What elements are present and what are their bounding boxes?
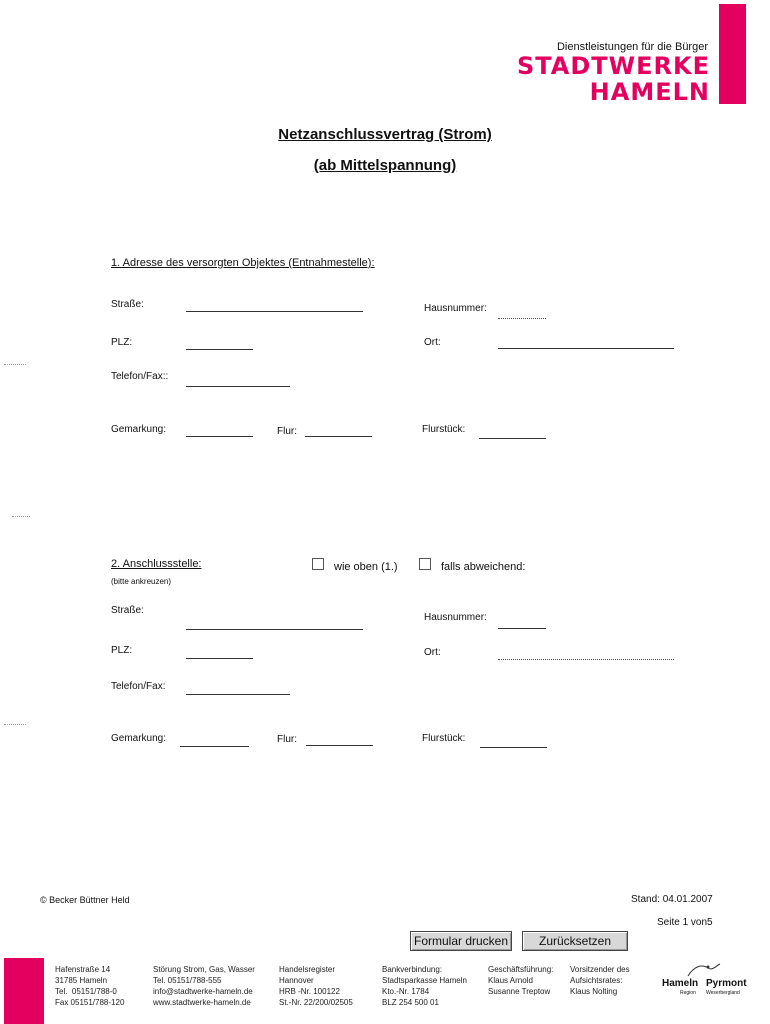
reset-form-button[interactable]: Zurücksetzen	[522, 931, 628, 951]
logo-region-text: Region	[680, 990, 696, 996]
s1-plz-label: PLZ:	[111, 337, 133, 348]
option-falls-abweichend-label: falls abweichend:	[441, 561, 526, 573]
margin-mark	[12, 516, 30, 517]
page-number: Seite 1 von5	[657, 917, 713, 928]
brand-logo-line1: STADTWERKE	[517, 52, 710, 80]
s2-hausnummer-label: Hausnummer:	[424, 612, 487, 623]
s1-hausnummer-label: Hausnummer:	[424, 303, 487, 314]
s1-flurstueck-field[interactable]	[479, 438, 546, 439]
section1-heading: 1. Adresse des versorgten Objektes (Entnahmestelle):	[111, 257, 375, 269]
logo-weserbergland-text: Weserbergland	[706, 990, 740, 996]
brand-logo-line2: HAMELN	[589, 78, 710, 106]
footer-management: Geschäftsführung: Klaus Arnold Susanne Treptow	[488, 965, 554, 996]
print-form-button[interactable]: Formular drucken	[410, 931, 512, 951]
s2-flurstueck-label: Flurstück:	[422, 733, 466, 744]
checkbox-wie-oben[interactable]	[312, 558, 324, 570]
s2-telefon-label: Telefon/Fax:	[111, 681, 166, 692]
hameln-pyrmont-logo	[660, 962, 752, 998]
stand-date: Stand: 04.01.2007	[631, 894, 713, 905]
document-title: Netzanschlussvertrag (Strom)	[278, 126, 492, 143]
s1-gemarkung-label: Gemarkung:	[111, 424, 167, 435]
s2-ort-label: Ort:	[424, 647, 441, 658]
s1-telefon-label: Telefon/Fax::	[111, 371, 169, 382]
section2-hint: (bitte ankreuzen)	[111, 577, 172, 586]
copyright-text: © Becker Büttner Held	[40, 895, 130, 905]
logo-hameln-text: Hameln	[662, 978, 699, 989]
s1-telefon-field[interactable]	[186, 386, 290, 387]
pied-piper-icon	[684, 962, 724, 978]
document-subtitle: (ab Mittelspannung)	[313, 157, 457, 174]
margin-mark	[4, 364, 26, 365]
s2-telefon-field[interactable]	[186, 694, 290, 695]
s1-strasse-label: Straße:	[111, 299, 144, 310]
s1-flur-field[interactable]	[305, 436, 372, 437]
s1-plz-field[interactable]	[186, 349, 253, 350]
s1-flur-label: Flur:	[277, 426, 297, 437]
s2-flur-field[interactable]	[306, 745, 373, 746]
s2-strasse-field[interactable]	[186, 629, 363, 630]
s1-hausnummer-field[interactable]	[498, 318, 546, 319]
s2-gemarkung-label: Gemarkung:	[111, 733, 167, 744]
s2-gemarkung-field[interactable]	[180, 746, 249, 747]
margin-mark	[4, 724, 26, 725]
s2-plz-label: PLZ:	[111, 645, 133, 656]
footer-supervisory: Vorsitzender des Aufsichtsrates: Klaus Nolting	[570, 965, 630, 996]
brand-bar-bottom	[4, 958, 44, 1024]
s1-gemarkung-field[interactable]	[186, 436, 253, 437]
s2-hausnummer-field[interactable]	[498, 628, 546, 629]
s2-ort-field[interactable]	[498, 659, 674, 660]
brand-bar-top	[719, 4, 746, 104]
s2-plz-field[interactable]	[186, 658, 253, 659]
footer-register: Handelsregister Hannover HRB -Nr. 100122 St.-Nr. 22/200/02505	[279, 965, 353, 1007]
s1-flurstueck-label: Flurstück:	[422, 424, 466, 435]
s1-ort-field[interactable]	[498, 348, 674, 349]
s2-strasse-label: Straße:	[111, 605, 144, 616]
s2-flurstueck-field[interactable]	[480, 747, 547, 748]
section2-heading: 2. Anschlussstelle:	[111, 558, 202, 570]
footer-bank: Bankverbindung: Stadtsparkasse Hameln Kto.-Nr. 1784 BLZ 254 500 01	[382, 965, 467, 1007]
s2-flur-label: Flur:	[277, 734, 297, 745]
footer-contact: Störung Strom, Gas, Wasser Tel. 05151/788-555 info@stadtwerke-hameln.de www.stadtwerke-hameln.de	[153, 965, 255, 1007]
brand-tagline: Dienstleistungen für die Bürger	[556, 41, 708, 53]
s1-strasse-field[interactable]	[186, 311, 363, 312]
s1-ort-label: Ort:	[424, 337, 441, 348]
logo-pyrmont-text: Pyrmont	[706, 978, 747, 989]
option-wie-oben-label: wie oben (1.)	[334, 561, 398, 573]
footer-address: Hafenstraße 14 31785 Hameln Tel. 05151/788-0 Fax 05151/788-120	[55, 965, 125, 1007]
checkbox-falls-abweichend[interactable]	[419, 558, 431, 570]
